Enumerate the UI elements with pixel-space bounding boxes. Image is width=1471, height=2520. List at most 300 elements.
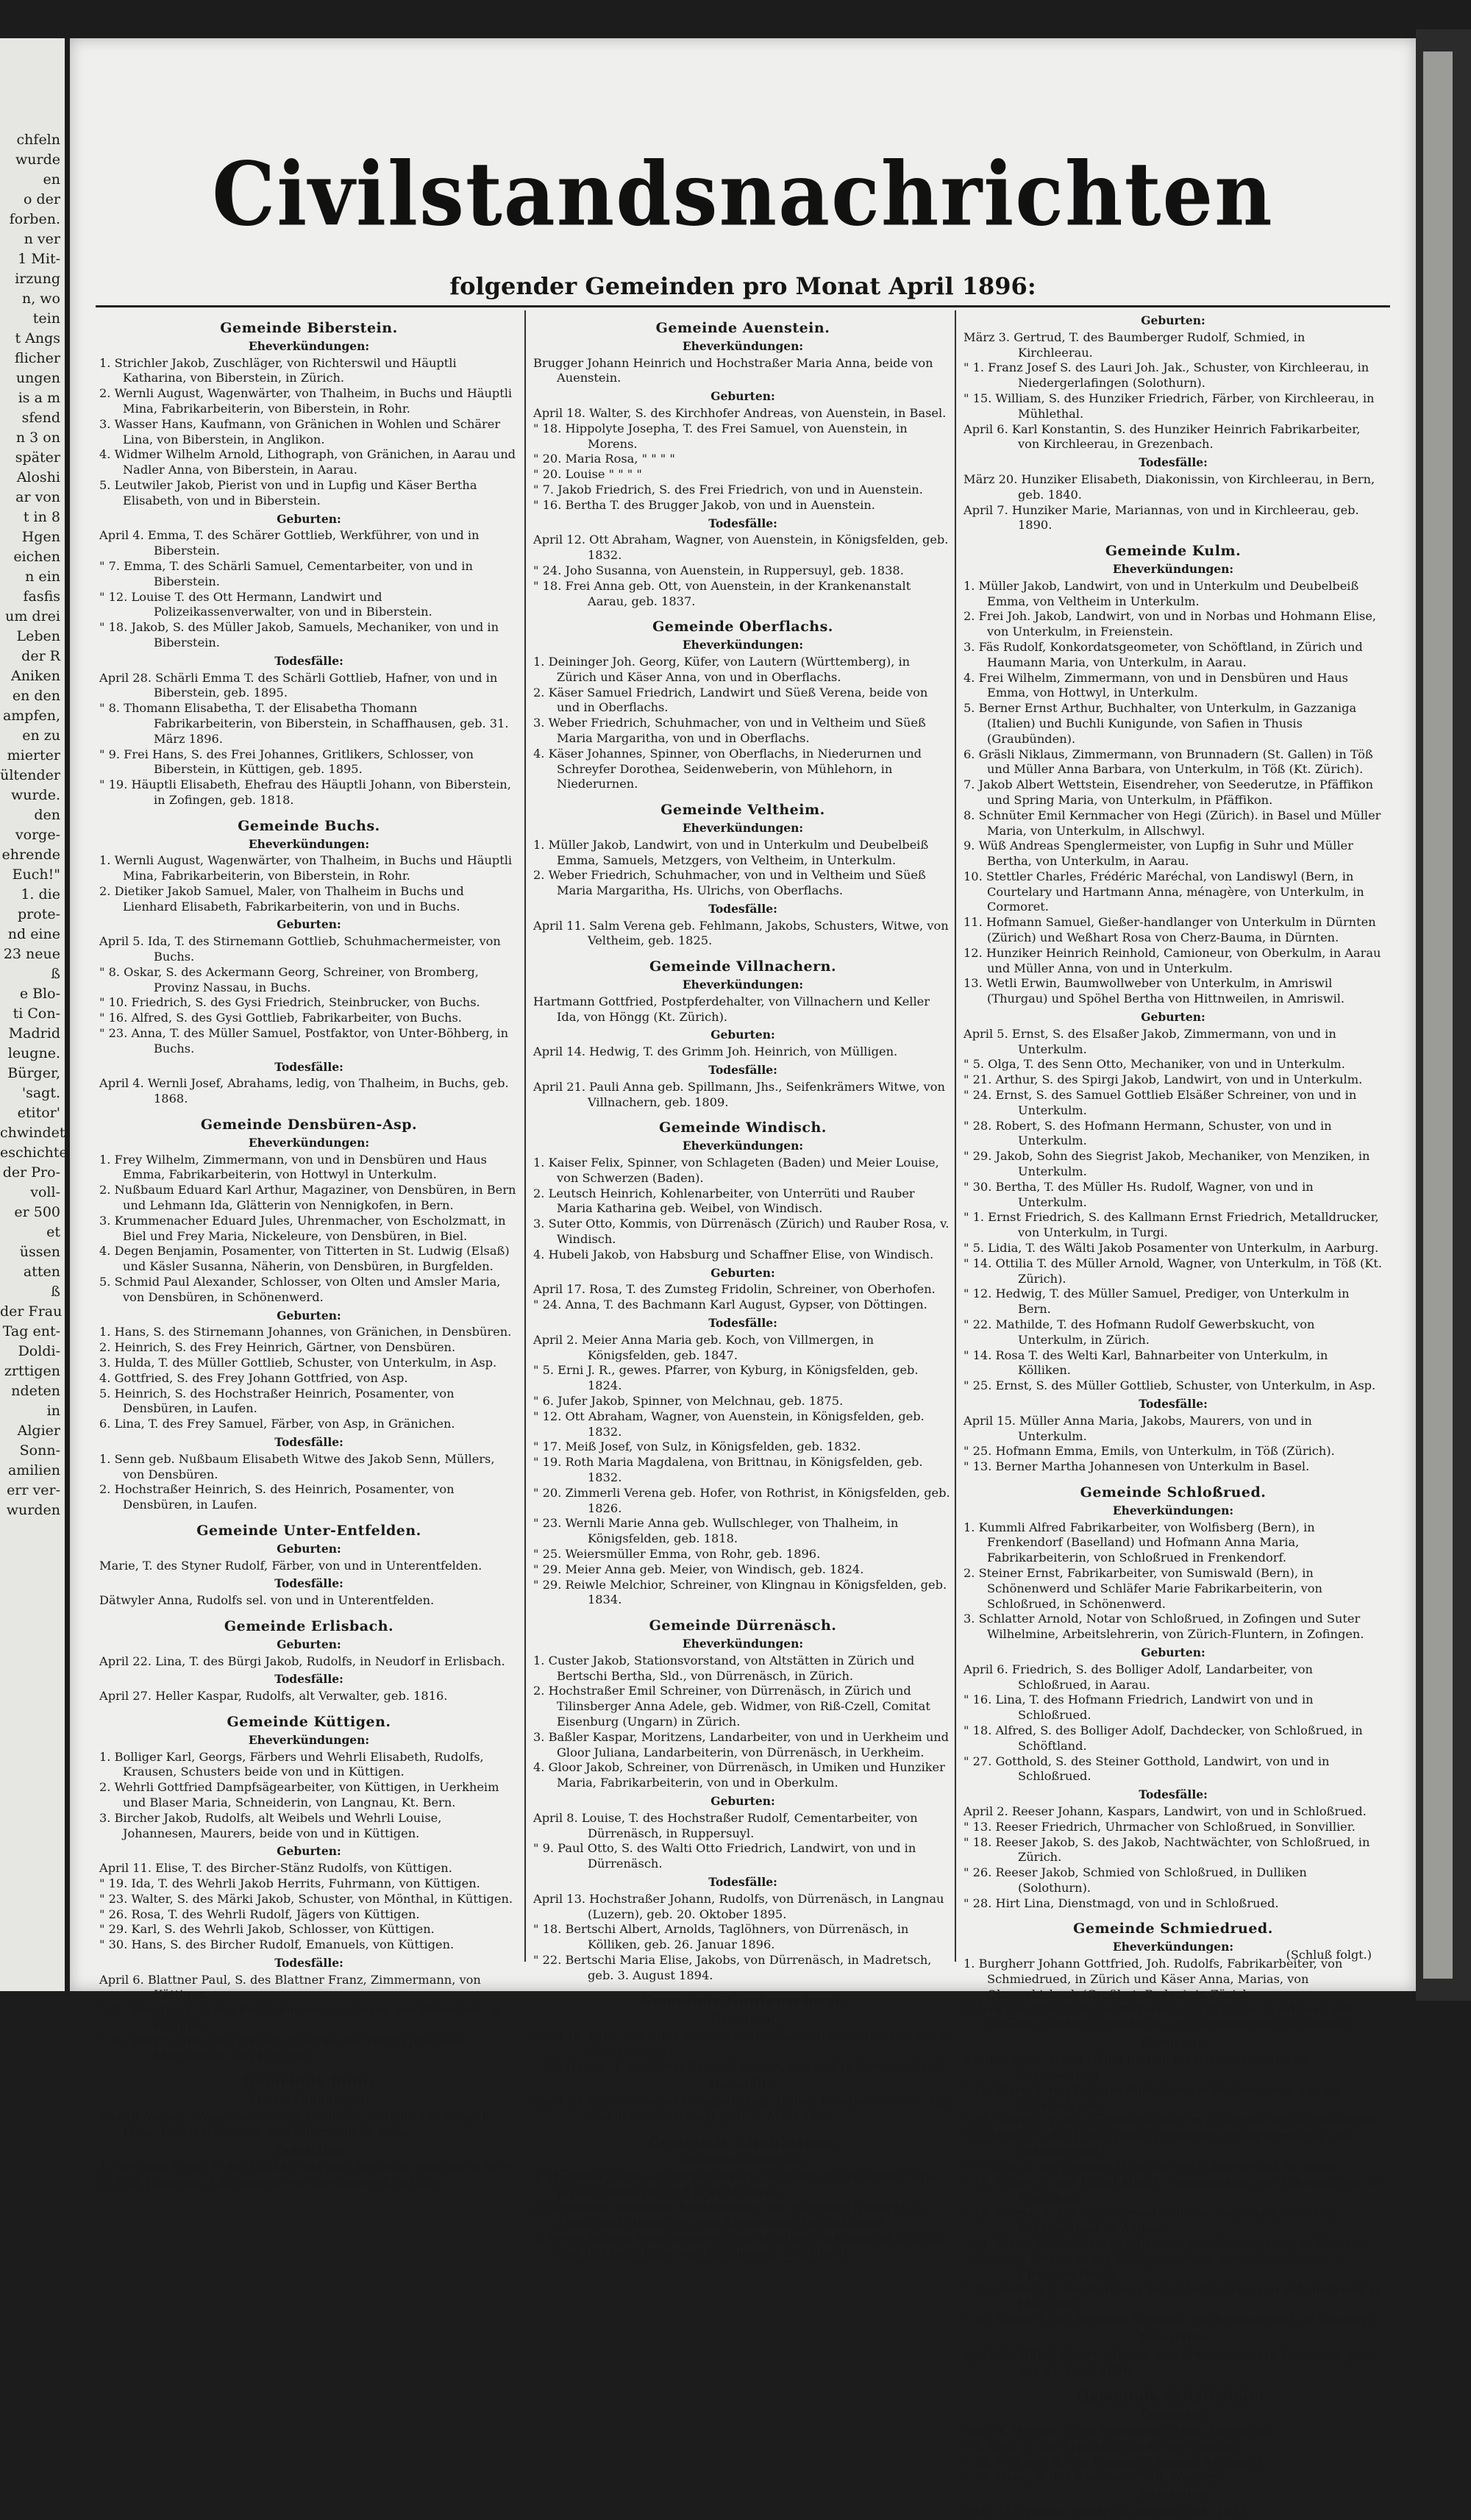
fragment-line: Bürger, [7,1065,60,1081]
fragment-line: Doldi- [18,1343,60,1359]
fragment-line: tein [32,310,60,327]
fragment-line: et [46,1224,60,1240]
gemeinde-heading: Gemeinde Kulm. [1105,543,1242,560]
entry: " 18. Alfred, S. des Bolliger Adolf, Dachdecker, von Schloßrued, in Schöftland. [964,1723,1363,1753]
entry: April 21. Pauli Anna geb. Spillmann, Jhs., Seifenkrämers Witwe, von Villnachern, geb. 1809. [533,1079,945,1109]
entry: " 25. Ernst, S. des Müller Gottlieb, Schuster, von Unterkulm, in Asp. [964,1378,1376,1393]
fragment-line: forben. [9,211,60,227]
entry: " 12. Louise T. des Ott Hermann, Landwirt und Polizeikassenverwalter, von und in Biberstein. [99,589,432,619]
entry: 3. Wasser Hans, Kaufmann, von Gränichen in Wohlen und Schärer Lina, von Biberstein, in Anglikon. [99,416,501,446]
fragment-line: 1. die [21,886,60,903]
entry: April 7. Hunziker Marie, Mariannas, von und in Kirchleerau, geb. 1890. [964,502,1359,533]
fragment-line: ß [51,966,60,982]
entry: " 26. Reeser Jakob, Schmied von Schloßrued, in Dulliken (Solothurn). [964,1865,1307,1895]
entry: 3. Hulda, T. des Müller Gottlieb, Schuster, von Unterkulm, in Asp. [99,1356,497,1370]
entry: " 18. Hippolyte Josepha, T. des Frei Samuel, von Auenstein, in Morens. [533,421,908,451]
entry: " 23. Wernli Marie Anna geb. Wullschleger, von Thalheim, in Königsfelden, geb. 1818. [533,1516,899,1546]
fragment-line: ampfen, [2,708,60,724]
fragment-line: Madrid [8,1025,60,1042]
entry: April 28. Schärli Emma T. des Schärli Gottlieb, Hafner, von und in Biberstein, geb. 1895. [99,670,498,700]
entry: " 18. Bertschi Albert, Arnolds, Taglöhners, von Dürrenäsch, in Kölliken, geb. 26. Januar 1896. [533,1922,909,1952]
entry: 2. Urwyler Friedrich, Zimmermann von Brittnau, in Adliswil und Maurer Elisabeth, Elisabeths, von Schmiedrued, in Adliswil. [964,2002,1353,2032]
entry: 2. Dietiker Jakob Samuel, Maler, von Thalheim in Buchs und Lienhard Elisabeth, Fabrikarbeiterin, von und in Buchs. [99,883,464,914]
entry: " 20. Frei Hans, S. des Frei Johannes, Schlosser, von Biberstein, in Küttigen. [99,2003,502,2033]
entry: " 26. Rosa, T. des Wehrli Rudolf, Jägers von Küttigen. [99,1907,420,1921]
page-subtitle: folgender Gemeinden pro Monat April 1896: [449,272,1036,300]
fragment-line: Algier [17,1423,60,1439]
section-heading: Eheverkündungen: [682,1139,804,1153]
fragment-line: t Angs [15,330,60,346]
section-heading: Geburten: [1141,2036,1205,2051]
gemeinde-heading: Gemeinde Auenstein. [655,320,830,336]
entry: April 5. Ernst, S. des Elsaßer Jakob, Zimmermann, von und in Unterkulm. [964,1026,1336,1056]
entry: 1. Müller Jakob, Landwirt, von und in Unterkulm und Deubelbeiß Emma, von Veltheim in Unterkulm. [964,578,1359,608]
section-heading: Eheverkündungen: [248,2093,370,2107]
entry: April 14. Hedwig, T. des Grimm Joh. Heinrich, von Mülligen. [533,1044,898,1059]
fragment-line: ß [51,1284,60,1300]
entry: 1. Hunziker Jakob, alt Gemeinderats, Landwirt und Hunziker Lidia, Jakobs, beide von und in Kirchleerau. [533,2170,941,2200]
section-heading: Todesfälle: [1139,1787,1208,1802]
entry: März 3. Gertrud, T. des Baumberger Rudolf, Schmied, in Kirchleerau. [964,330,1306,360]
entry: " 6. Jufer Jakob, Spinner, von Melchnau, geb. 1875. [533,1394,844,1408]
section-heading: Geburten: [277,1308,341,1323]
fragment-line: wurde [15,152,60,168]
section-heading: Eheverkündungen: [1112,561,1234,576]
gemeinde-heading: Gemeinde Buchs. [238,817,380,834]
fragment-line: amilien [7,1462,60,1478]
section-heading: Eheverkündungen: [1112,1940,1234,1954]
entry: 5. Leutwiler Jakob, Pierist von und in Lupfig und Käser Bertha Elisabeth, von und in Biberstein. [99,477,477,508]
entry: 6. Lina, T. des Frey Samuel, Färber, von Asp, in Gränichen. [99,1417,455,1431]
entry: " 28. Robert, S. des Hofmann Hermann, Schuster, von und in Unterkulm. [964,1118,1332,1148]
entry: " 29. Meier Anna geb. Meier, von Windisch, geb. 1824. [533,1562,864,1576]
entry: " 28. Hanna, T. des Ernst Samuel, Letzen, von und in Gontenschwyl. [533,2059,945,2074]
entry: 4. Degen Benjamin, Posamenter, von Titterten in St. Ludwig (Elsaß) und Käsler Susanna, Näherin, von Densbüren, in Burgfelden. [99,1244,510,1274]
section-heading: Geburten: [277,1637,341,1651]
entry: " 20. Louise " " " " [533,467,642,482]
column-1 [99,310,519,2190]
section-heading: Eheverkündungen: [248,1732,370,1747]
entry: " 6. Arthur, S. des Häfeli Johann Friedrich, Spenglermeister, von Schmiedrued. [964,2129,1353,2159]
fragment-line: wurde. [10,787,60,803]
continued-note: (Schluß folgt.) [1286,1948,1372,1962]
fragment-line: n 3 on [15,430,60,446]
entry: 3. Bircher Jakob, Rudolfs, alt Weibels und Wehrli Louise, Johannesen, Maurers, beide von und in Küttigen. [99,1810,442,1840]
entry: 6. Gräsli Niklaus, Zimmermann, von Brunnadern (St. Gallen) in Töß und Müller Anna Barbara, von Unterkulm, in Töß (Kt. Zürich). [964,747,1373,777]
section-heading: Geburten: [277,917,341,932]
section-heading: Geburten: [710,389,775,404]
entry: 1. Frey Wilhelm, Zimmermann, von und in Densbüren und Haus Emma, Fabrikarbeiterin, von Hottwyl in Unterkulm. [99,1152,487,1182]
column-3 [964,310,1383,2519]
fragment-line: der Pro- [2,1164,60,1181]
entry: " 28. Hedwig, T. des Burgherr Joh., Mechaniker, von Schmiedrued, in Menziken. [964,2282,1382,2312]
section-heading: Eheverkündungen: [682,820,804,835]
section-heading: Todesfälle: [274,2143,343,2157]
fragment-line: n, wo [21,291,60,307]
entry: 4. Gottfried, S. des Frey Johann Gottfried, von Asp. [99,1370,408,1385]
entry: 4. Hubeli Jakob, von Habsburg und Schaffner Elise, von Windisch. [533,1247,934,1261]
section-heading: Todesfälle: [708,516,777,530]
entry: " 7. Otto, S. des Brunner Heinrich von Schmiedrued, in Aarau. [964,2160,1341,2174]
entry: 2. Heinrich, S. des Frey Heinrich, Gärtner, von Densbüren. [99,1340,456,1355]
gemeinde-heading: Gemeinde Rohr. [243,2074,374,2090]
entry: 5. Heinrich, S. des Hochstraßer Heinrich, Posamenter, von Densbüren, in Laufen. [99,1386,455,1416]
fragment-line: den [34,807,60,823]
entry: " 29. Karl, S. des Wehrli Jakob, Schlosser, von Küttigen. [99,1922,435,1937]
entry: April 2. Reeser Johann, Kaspars, Landwirt, von und in Schloßrued. [964,1804,1367,1818]
entry: " 20. Maria Rosa, " " " " [533,452,675,466]
entry: " 24. Joho Susanna, von Auenstein, in Ruppersuyl, geb. 1838. [533,563,904,577]
entry: 2. Weber Friedrich, Schuhmacher, von und in Veltheim und Süeß Maria Margaritha, Hs. Ulrichs, von Oberflachs. [533,868,926,898]
section-heading: Geburten: [1141,1645,1205,1659]
entry: April 11. Salm Verena geb. Fehlmann, Jakobs, Schusters, Witwe, von Veltheim, geb. 1825. [533,918,949,948]
entry: 1. Kummli Alfred Fabrikarbeiter, von Wolfisberg (Bern), in Frenkendorf (Baselland) und Hofmann Anna Maria, Fabrikarbeiterin, von Schloßrued in Frenkendorf. [964,1520,1315,1565]
entry: Hartmann Gottfried, Postpferdehalter, von Villnachern und Keller Ida, von Höngg (Kt. Zürich). [533,994,930,1024]
fragment-line: voll- [30,1184,60,1200]
section-heading: Eheverkündungen: [682,638,804,652]
column-divider [955,310,956,1962]
adjacent-page-fragment [0,38,68,1991]
fragment-line: sfend [21,410,60,426]
section-heading: Todesfälle: [708,1874,777,1889]
entry: " 1. Ernst Friedrich, S. des Kallmann Ernst Friedrich, Metalldrucker, von Unterkulm, in Turgi. [964,1210,1379,1240]
entry: " 9. Frei Hans, S. des Frei Johannes, Gritlikers, Schlosser, von Biberstein, in Küttigen, geb. 1895. [99,747,474,777]
entry: " 30. Bertha, T. des Müller Hs. Rudolf, Wagner, von und in Unterkulm. [964,1179,1314,1209]
entry: " 1. Franz Josef S. des Lauri Joh. Jak., Schuster, von Kirchleerau, in Niedergerlafingen (Solothurn). [964,360,1370,391]
entry: April 6. Blattner Paul, S. des Blattner Franz, Zimmermann, von Küttigen. [99,1972,481,2002]
entry: " 13. Reeser Friedrich, Uhrmacher von Schloßrued, in Sonvillier. [964,1819,1356,1834]
entry: 4. Gloor Jakob, Schreiner, von Dürrenäsch, in Umiken und Hunziker Maria, Fabrikarbeiterin, von und in Oberkulm. [533,1760,945,1790]
entry: 1. Strichler Jakob, Zuschläger, von Richterswil und Häuptli Katharina, von Biberstein, in Zürich. [99,355,457,385]
entry: " 10. Friedrich, S. des Gysi Friedrich, Steinbrucker, von Buchs. [99,995,480,1010]
entry: 1. Müller Jakob, Landwirt, von und in Unterkulm und Deubelbeiß Emma, Samuels, Metzgers, von Veltheim, in Unterkulm. [533,837,929,867]
entry: 3. Weber Friedrich, Schuhmacher, von und in Veltheim und Süeß Maria Margaritha, von und in Oberflachs. [533,716,926,745]
entry: April 23. Sommerhalder Elisabeth, geb. Haller, Friedensrichters, von und in Gontenschwyl, geb. 3. März 1826. [533,2094,951,2124]
fragment-line: er 500 [14,1204,60,1220]
entry: April 4. Emma, T. des Schärer Gottlieb, Werkführer, von und in Biberstein. [99,528,480,558]
fragment-line: leugne. [7,1045,60,1061]
entry: 5. Schmid Paul Alexander, Schlosser, von Olten und Amsler Maria, von Densbüren, in Schönenwerd. [99,1275,501,1304]
entry: " 8. Thomann Elisabetha, T. der Elisabetha Thomann Fabrikarbeiterin, von Biberstein, in Schaffhausen, geb. 31. März 1896. [99,701,509,746]
fragment-line: 'sagt. [21,1085,60,1101]
entry: 1. Neuhaus Luise, T. der Hächler Ida geb. Neuhaus, von und in Rohr. [99,2160,516,2174]
entry: April 12. Ott Abraham, Wagner, von Auenstein, in Königsfelden, geb. 1832. [533,533,949,563]
fragment-line: Aniken [10,668,60,684]
entry: " 16. Bertha T. des Brugger Jakob, von und in Auenstein. [533,497,875,512]
entry: Dätwyler Anna, Rudolfs sel. von und in Unterentfelden. [99,1593,435,1608]
fragment-line: fasfis [23,588,60,605]
gemeinde-heading: Gemeinde Windisch. [659,1120,827,1136]
entry: 3. Krummenacher Eduard Jules, Uhrenmacher, von Escholzmatt, in Biel und Frey Maria, Nickeleure, von Densbüren, in Biel. [99,1213,506,1243]
entry: 2. Nußbaum Eduard Karl Arthur, Magaziner, von Densbüren, in Bern und Lehmann Ida, Glätterin von Nennigkofen, in Bern. [99,1183,516,1213]
entry: April 4. Wernli Josef, Abrahams, ledig, von Thalheim, in Buchs, geb. 1868. [99,1076,509,1106]
column-2 [533,310,952,2261]
entry: " 25. Hofmann Emma, Emils, von Unterkulm, in Töß (Zürich). [964,1444,1335,1459]
entry: Marie, T. des Styner Rudolf, Färber, von und in Unterentfelden. [99,1558,482,1573]
entry: 1. Hans, S. des Stirnemann Johannes, von Gränichen, in Densbüren. [99,1325,512,1339]
fragment-line: flicher [15,350,60,366]
entry: " 15. William, S. des Hunziker Friedrich, Färber, von Kirchleerau, in Mühlethal. [964,391,1375,421]
section-heading: Todesfälle: [274,653,343,668]
entry: März 20. Hunziker Elisabeth, Diakonissin, von Kirchleerau, in Bern, geb. 1840. [964,471,1375,502]
entry: 2. Wehrli Gottfried Dampfsägearbeiter, von Küttigen, in Uerkheim und Blaser Maria, Schneiderin, von Langnau, Kt. Bern. [99,1780,499,1809]
entry: " 24. Anna, T. des Bachmann Karl August, Gypser, von Döttingen. [533,1298,927,1312]
entry: " 18. Reeser Jakob, S. des Jakob, Nachtwächter, von Schloßrued, in Zürich. [964,1834,1370,1865]
gemeinde-heading: Gemeinde Veltheim. [660,802,825,819]
fragment-line: um drei [5,608,60,624]
section-heading: Todesfälle: [708,1063,777,1078]
section-heading: Eheverkündungen: [248,338,370,353]
gemeinde-heading: Gemeinde Küttigen. [227,1713,391,1730]
entry: April 13. Hochstraßer Johann, Rudolfs, von Dürrenäsch, in Langnau (Luzern), geb. 20. Oktober 1895. [533,1891,944,1921]
fragment-line: prote- [18,906,60,922]
fragment-line: irzung [15,271,60,287]
entry: " 17. Klara, T. des Bolliger Rudolf, in der Rüßweid, von und zu Schmiedrued. [964,2083,1339,2113]
entry: 13. Wetli Erwin, Baumwollweber von Unterkulm, in Amriswil (Thurgau) und Spöhel Bertha von Hittnweilen, in Amriswil. [964,976,1345,1006]
newspaper-page [70,38,1416,2519]
section-heading: Todesfälle: [708,2077,777,2092]
fragment-line: Tag ent- [2,1323,60,1339]
fragment-line: n ver [24,231,60,247]
entry: 10. Stettler Charles, Frédéric Maréchal, von Landiswyl (Bern, in Courtelary und Hartmann Anna, ménagère, von Unterkulm, in Cormoret. [964,869,1364,914]
fragment-line: ungen [15,370,60,386]
gemeinde-heading: Gemeinde Densbüren-Asp. [200,1117,418,1133]
fragment-line: e Blo- [19,986,60,1002]
entry: " 12. Hedwig, T. des Müller Samuel, Prediger, von Unterkulm in Bern. [964,1286,1350,1317]
entry: " 23. Anna, T. des Müller Samuel, Postfaktor, von Unter-Böhberg, in Buchs. [99,1026,509,1056]
fragment-line: üssen [19,1244,60,1260]
entry: " 5. Emil, S. des Friedrich Oskar, von Staufen. [964,2438,1242,2453]
entry: 4. Käser Johannes, Spinner, von Oberflachs, in Niederurnen und Schreyfer Dorothea, Seidenweberin, von Mühlehorn, in Niederurnen. [533,746,922,791]
section-heading: Todesfälle: [1139,1396,1208,1411]
section-heading: Geburten: [1141,313,1205,327]
entry: 3. Schlatter Arnold, Notar von Schloßrued, in Zofingen und Suter Wilhelmine, Arbeitslehrerin, von Zürich-Fluntern, in Zofingen. [964,1612,1364,1642]
gemeinde-heading: Gemeinde Villnachern. [649,958,837,975]
entry: Brugger Johann Heinrich und Hochstraßer Maria Anna, beide von Auenstein. [533,355,933,385]
fragment-line: chfeln [16,132,60,148]
entry: " 8. Oskar, S. des Ackermann Georg, Schreiner, von Bromberg, Provinz Nassau, in Buchs. [99,964,479,994]
entry: Wernli August, Wagenwärter, von Thalheim, in Rohr und Häuptli Mina, Fabrikarbeiterin, von Biberstein, in Rohr. [99,2110,490,2139]
fragment-line: später [15,449,60,466]
entry: April 8. Louise, T. des Hochstraßer Rudolf, Cementarbeiter, von Dürrenäsch, in Ruppersuyl. [533,1810,918,1840]
fragment-line: der Frau [0,1303,63,1320]
entry: 2. Plüß Johannes, Johannesen, von Bordemwald, in Rohr. [99,2175,443,2190]
fragment-line: Aloshi [16,469,60,485]
entry: 2. Frei Joh. Jakob, Landwirt, von und in Norbas und Hohmann Elise, von Unterkulm, in Freienstein. [964,609,1377,639]
fragment-line: nd eine [7,926,60,942]
entry: " 29. Jakob, Sohn des Siegrist Jakob, Mechaniker, von Menziken, in Unterkulm. [964,1149,1370,1179]
entry: " 7. Jakob Friedrich, S. des Frei Friedrich, von und in Auenstein. [533,482,923,496]
fragment-line: en [43,171,60,188]
entry: " 5. Lidia, T. des Wälti Jakob Posamenter von Unterkulm, in Aarburg. [964,1241,1379,1256]
fragment-line: Euch!" [12,866,60,883]
fragment-line: atten [23,1264,60,1280]
fragment-line: mierter [7,747,60,764]
entry: April 16. Otto, Sohn des Sommerhalder Samuel, Schuster, von und in Gontenschwyl. [533,2029,952,2058]
gemeinde-heading: Gemeinde Kirchleerau. [648,2134,838,2151]
entry: 5. Berner Ernst Arthur, Buchhalter, von Unterkulm, in Gazzaniga (Italien) und Buchli Kunigunde, von Safien in Thusis (Graubünden). [964,701,1357,746]
entry: 2. Hochstraßer Heinrich, S. des Heinrich, Posamenter, von Densbüren, in Laufen. [99,1482,455,1512]
entry: " 22. Bertschi Maria Elise, Jakobs, von Dürrenäsch, in Madretsch, geb. 3. August 1894. [533,1952,932,1982]
entry: 1. Burgherr Johann Gottfried, Joh. Rudolfs, Fabrikarbeiter, von Schmiedrued, in Zürich und Käser Anna, Marias, von Obergebisbach (Großhgt. Baden), in Zürich. [964,1957,1343,2001]
entry: " 18. Frei Anna geb. Ott, von Auenstein, in der Krankenanstalt Aarau, geb. 1837. [533,578,911,608]
fragment-line: eschichte [0,1145,68,1161]
entry: 2. Käser Samuel Friedrich, Landwirt und Süeß Verena, beide von und in Oberflachs. [533,685,928,715]
entry: 4. Frei Wilhelm, Zimmermann, von und in Densbüren und Haus Emma, von Hottwyl, in Unterkulm. [964,670,1348,700]
section-heading: Geburten: [277,1844,341,1859]
gemeinde-heading: Gemeinde Schloßrued. [1080,1484,1267,1501]
entry: " 16. Alfred, S. des Gysi Gottlieb, Fabrikarbeiter, von Buchs. [99,1011,462,1025]
entry: April 15. Müller Anna Maria, Jakobs, Maurers, von und in Unterkulm. [964,1413,1312,1443]
entry: April 20. Häfeli Albert, Alberts, von Schmiedrued in Menziken, geb. den 12. April 1896. [964,2348,1374,2377]
section-heading: Geburten: [1141,2407,1205,2421]
fragment-line: ndeten [11,1383,60,1399]
entry: " 12. Ott Abraham, Wagner, von Auenstein, in Königsfelden, geb. 1832. [533,1409,925,1439]
entry: " 24. Ernst, S. des Samuel Gottlieb Elsäßer Schreiner, von und in Unterkulm. [964,1088,1357,1117]
gemeinde-heading: Gemeinde Erlisbach. [224,1617,394,1634]
entry: 1. Bolliger Karl, Georgs, Färbers und Wehrli Elisabeth, Rudolfs, Krausen, Schusters beide von und in Küttigen. [99,1749,484,1779]
fragment-line: en zu [22,727,60,744]
fragment-line: n ein [25,569,60,585]
entry: " 23. Walter, S. des Märki Jakob, Schuster, von Mönthal, in Küttigen. [99,1891,513,1906]
entry: 3. Meier Johann, Fabrikarbeiter, von Altmlang, in Küßnacht (Zürich) und Hunziker Elise, von Kirchleerau, in Adliswil. [533,2231,946,2261]
fragment-line: ar von [15,489,60,505]
entry: 2. Schweizer Wendolin, Bankbeamter, von Hergiswil (Luzern), in Zürich und Humm Ida, von Kirchleerau, in Schöftland. [533,2201,925,2230]
fragment-line: Sonn- [19,1442,60,1459]
entry: " 13. Berner Martha Johannesen von Unterkulm in Basel. [964,1459,1310,1474]
entry: 2. Leutsch Heinrich, Kohlenarbeiter, von Unterrüti und Rauber Maria Katharina geb. Weibel, von Windisch. [533,1186,915,1216]
gemeinde-heading: Gemeinde Gontenschwyl. [640,1993,846,2010]
fragment-line: vorge- [15,827,60,843]
book-binding-edge [1416,29,1471,2001]
entry: " 18. Jakob, S. des Müller Jakob, Samuels, Mechaniker, von und in Biberstein. [99,620,499,649]
page-title: Civilstandsnachrichten [212,143,1274,246]
column-divider [524,310,526,1962]
entry: " 21. Arthur, S. des Spirgi Jakob, Landwirt, von und in Unterkulm. [964,1072,1363,1087]
section-heading: Geburten: [710,1265,775,1280]
entry: 3. Suter Otto, Kommis, von Dürrenäsch (Zürich) und Rauber Rosa, v. Windisch. [533,1217,950,1247]
fragment-line: en den [12,688,60,704]
entry: " 14. Ottilia T. des Müller Arnold, Wagner, von Unterkulm, in Töß (Kt. Zürich). [964,1256,1383,1286]
fragment-line: err ver- [7,1482,60,1498]
entry: " 30. Hans, S. des Baumann Emil, Wagners. [964,2469,1227,2484]
entry: 3. Baßler Kaspar, Moritzens, Landarbeiter, von und in Uerkheim und Gloor Juliana, Landarbeiterin, von Dürrenäsch, in Uerkheim. [533,1729,950,1759]
entry: 1. Senn geb. Nußbaum Elisabeth Witwe des Jakob Senn, Müllers, von Densbüren. [99,1451,495,1481]
fragment-line: chwindet [0,1125,65,1141]
entry: 7. Jakob Albert Wettstein, Eisendreher, von Seederutze, in Pfäffikon und Spring Maria, von Unterkulm, in Pfäffikon. [964,777,1374,807]
fragment-line: etitor' [17,1105,60,1121]
entry: 8. Schnüter Emil Kernmacher von Hegi (Zürich). in Basel und Müller Maria, von Unterkulm, in Allschwyl. [964,808,1381,838]
fragment-line: der R [21,648,60,664]
fragment-line: in [46,1403,60,1419]
entry: April 27. Heller Kaspar, Rudolfs, alt Verwalter, geb. 1816. [99,1689,448,1704]
section-heading: Geburten: [1141,1010,1205,1025]
gemeinde-heading: Gemeinde Schmiedrued. [1073,1921,1273,1937]
section-heading: Todesfälle: [708,1316,777,1331]
section-heading: Geburten: [277,511,341,526]
section-heading: Todesfälle: [274,1672,343,1687]
entry: 3. Fäs Rudolf, Konkordatsgeometer, von Schöftland, in Zürich und Haumann Maria, von Unterkulm, in Aarau. [964,639,1363,669]
gemeinde-heading: Gemeinde Biberstein. [220,320,398,336]
section-heading: Todesfälle: [274,1434,343,1449]
gemeinde-heading: Gemeinde Unter-Entfelden. [196,1522,421,1539]
section-heading: Eheverkündungen: [1112,1503,1234,1517]
fragment-line: t in 8 [23,509,60,525]
entry: " 17. Meiß Josef, von Sulz, in Königsfelden, geb. 1832. [533,1439,861,1454]
gemeinde-heading: Gemeinde Schafisheim. [1077,2388,1269,2405]
section-heading: Todesfälle: [1139,2331,1208,2346]
entry: April 17. Rosa, T. des Zumsteg Fridolin, Schreiner, von Oberhofen. [533,1282,936,1297]
section-heading: Todesfälle: [708,901,777,916]
section-heading: Geburten: [710,1028,775,1042]
entry: " 30. Selma T. des Schmied Sigmund von Schmiedrued, in Safenwyl. [964,2313,1376,2327]
entry: 2. Hochstraßer Emil Schreiner, von Dürrenäsch, in Zürich und Tilinsberger Anna Adele, geb. Widmer, von Riß-Czell, Comitat Eisenburg (Ungarn) in Zürich. [533,1684,930,1729]
title-rule [96,305,1390,307]
entry: " 30. Wehrli Elise geb. Bircher, Ehefrau des Wehrli Johannes, Mechaniker, von Küttigen. [99,2033,468,2063]
entry: " 14. Rosa T. des Welti Karl, Bahnarbeiter von Unterkulm, in Kölliken. [964,1348,1328,1378]
entry: " 19. Häuptli Elisabeth, Ehefrau des Häuptli Johann, von Biberstein, in Zofingen, geb. 1818. [99,777,511,807]
section-heading: Todesfälle: [1139,2488,1208,2502]
fragment-line: wurden [6,1502,60,1518]
entry: 1. Deininger Joh. Georg, Küfer, von Lautern (Württemberg), in Zürich und Käser Anna, von und in Oberflachs. [533,654,911,684]
section-heading: Todesfälle: [274,1955,343,1970]
section-heading: Geburten: [710,1793,775,1808]
entry: 4. Widmer Wilhelm Arnold, Lithograph, von Gränichen, in Aarau und Nadler Anna, von Biberstein, in Aarau. [99,447,516,477]
entry: April 6. Friedrich, S. des Bolliger Adolf, Landarbeiter, von Schloßrued, in Aarau. [964,1662,1313,1692]
entry: " 28. Hirt Lina, Dienstmagd, von und in Schloßrued. [964,1896,1279,1910]
section-heading: Eheverkündungen: [682,338,804,353]
entry: " 13. Albert, S. des Häfeli Albert, Zimmermann, von Schmiedrued, in Menziken. [964,2175,1380,2205]
entry: 1. Kaiser Felix, Spinner, von Schlageten (Baden) und Meier Louise, von Schwerzen (Baden). [533,1156,939,1185]
fragment-line: ehrende [1,847,60,863]
entry: " 5. Erni J. R., gewes. Pfarrer, von Kyburg, in Königsfelden, geb. 1824. [533,1363,919,1393]
section-heading: Todesfälle: [1139,455,1208,470]
entry: " 7. Emma, T. des Schärli Samuel, Cementarbeiter, von und in Biberstein. [99,558,473,588]
entry: April 11. Widmer Friedrich, Wagner, geb. 1811. [964,2505,1252,2519]
entry: April 4. Verena, T. des Hausmann Jakob, Heinrichs. [964,2424,1273,2438]
entry: " 16. Lina, T. des Hofmann Friedrich, Landwirt von und in Schloßrued. [964,1693,1314,1723]
fragment-line: ültender [0,767,60,783]
section-heading: Geburten: [277,1541,341,1556]
entry: " 19. Ida, T. des Wehrli Jakob Herrits, Fuhrmann, von Küttigen. [99,1876,480,1890]
section-heading: Eheverkündungen: [682,2153,804,2168]
entry: 2. Steiner Ernst, Fabrikarbeiter, von Sumiswald (Bern), in Schönenwerd und Schläfer Marie Fabrikarbeiterin, von Schloßrued, in Schönenwerd. [964,1565,1322,1611]
section-heading: Eheverkündungen: [682,1636,804,1651]
entry: " 20. Zimmerli Verena geb. Hofer, von Rothrist, in Königsfelden, geb. 1826. [533,1485,950,1515]
entry: " 9. Paul Otto, S. des Walti Otto Friedrich, Landwirt, von und in Dürrenäsch. [533,1841,916,1871]
fragment-line: 1 Mit- [18,251,60,267]
fragment-line: Hgen [21,529,60,545]
fragment-line: ti Con- [13,1005,60,1022]
entry: 2. Wernli August, Wagenwärter, von Thalheim, in Buchs und Häuptli Mina, Fabrikarbeiterin, von Biberstein, in Rohr. [99,386,513,416]
entry: 11. Hofmann Samuel, Gießer-handlanger von Unterkulm in Dürnten (Zürich) und Weßhart Rosa von Cherz-Bauma, in Dürnten. [964,915,1376,945]
entry: 1. Wernli August, Wagenwärter, von Thalheim, in Buchs und Häuptli Mina, Fabrikarbeiterin, von Biberstein, in Rohr. [99,853,513,883]
fragment-line: Leben [16,628,60,644]
entry: April 2. Meier Anna Maria geb. Koch, von Villmergen, in Königsfelden, geb. 1847. [533,1332,875,1362]
entry: April 3. Irma, T. des Häfeli Rudolf, im Winkel, von und zu Schmiedrued. [964,2052,1308,2082]
entry: 12. Hunziker Heinrich Reinhold, Camioneur, von Oberkulm, in Aarau und Müller Anna, von und in Unterkulm. [964,945,1381,975]
entry: 9. Wüß Andreas Spenglermeister, von Lupfig in Suhr und Müller Bertha, von Unterkulm, in Aarau. [964,839,1353,869]
entry: " 29. Wilhelm, S. des Baumann Samuel, Metzgers. [964,2454,1267,2469]
entry: April 11. Elise, T. des Bircher-Stänz Rudolfs, von Küttigen. [99,1861,452,1876]
entry: " 24. Ernst, S. des Maurer Johannes, von Schmiedrued, in Rothrist. [964,2236,1370,2251]
fragment-line: zrttigen [4,1363,60,1379]
entry: " 30. Hans, S. des Bircher Rudolf, Emanuels, von Küttigen. [99,1937,455,1952]
section-heading: Eheverkündungen: [248,836,370,851]
entry: 1. Custer Jakob, Stationsvorstand, von Altstätten in Zürich und Bertschi Bertha, Sld., von Dürrenäsch, in Zürich. [533,1653,915,1683]
fragment-line: 23 neue [3,946,60,962]
section-heading: Todesfälle: [274,1576,343,1591]
